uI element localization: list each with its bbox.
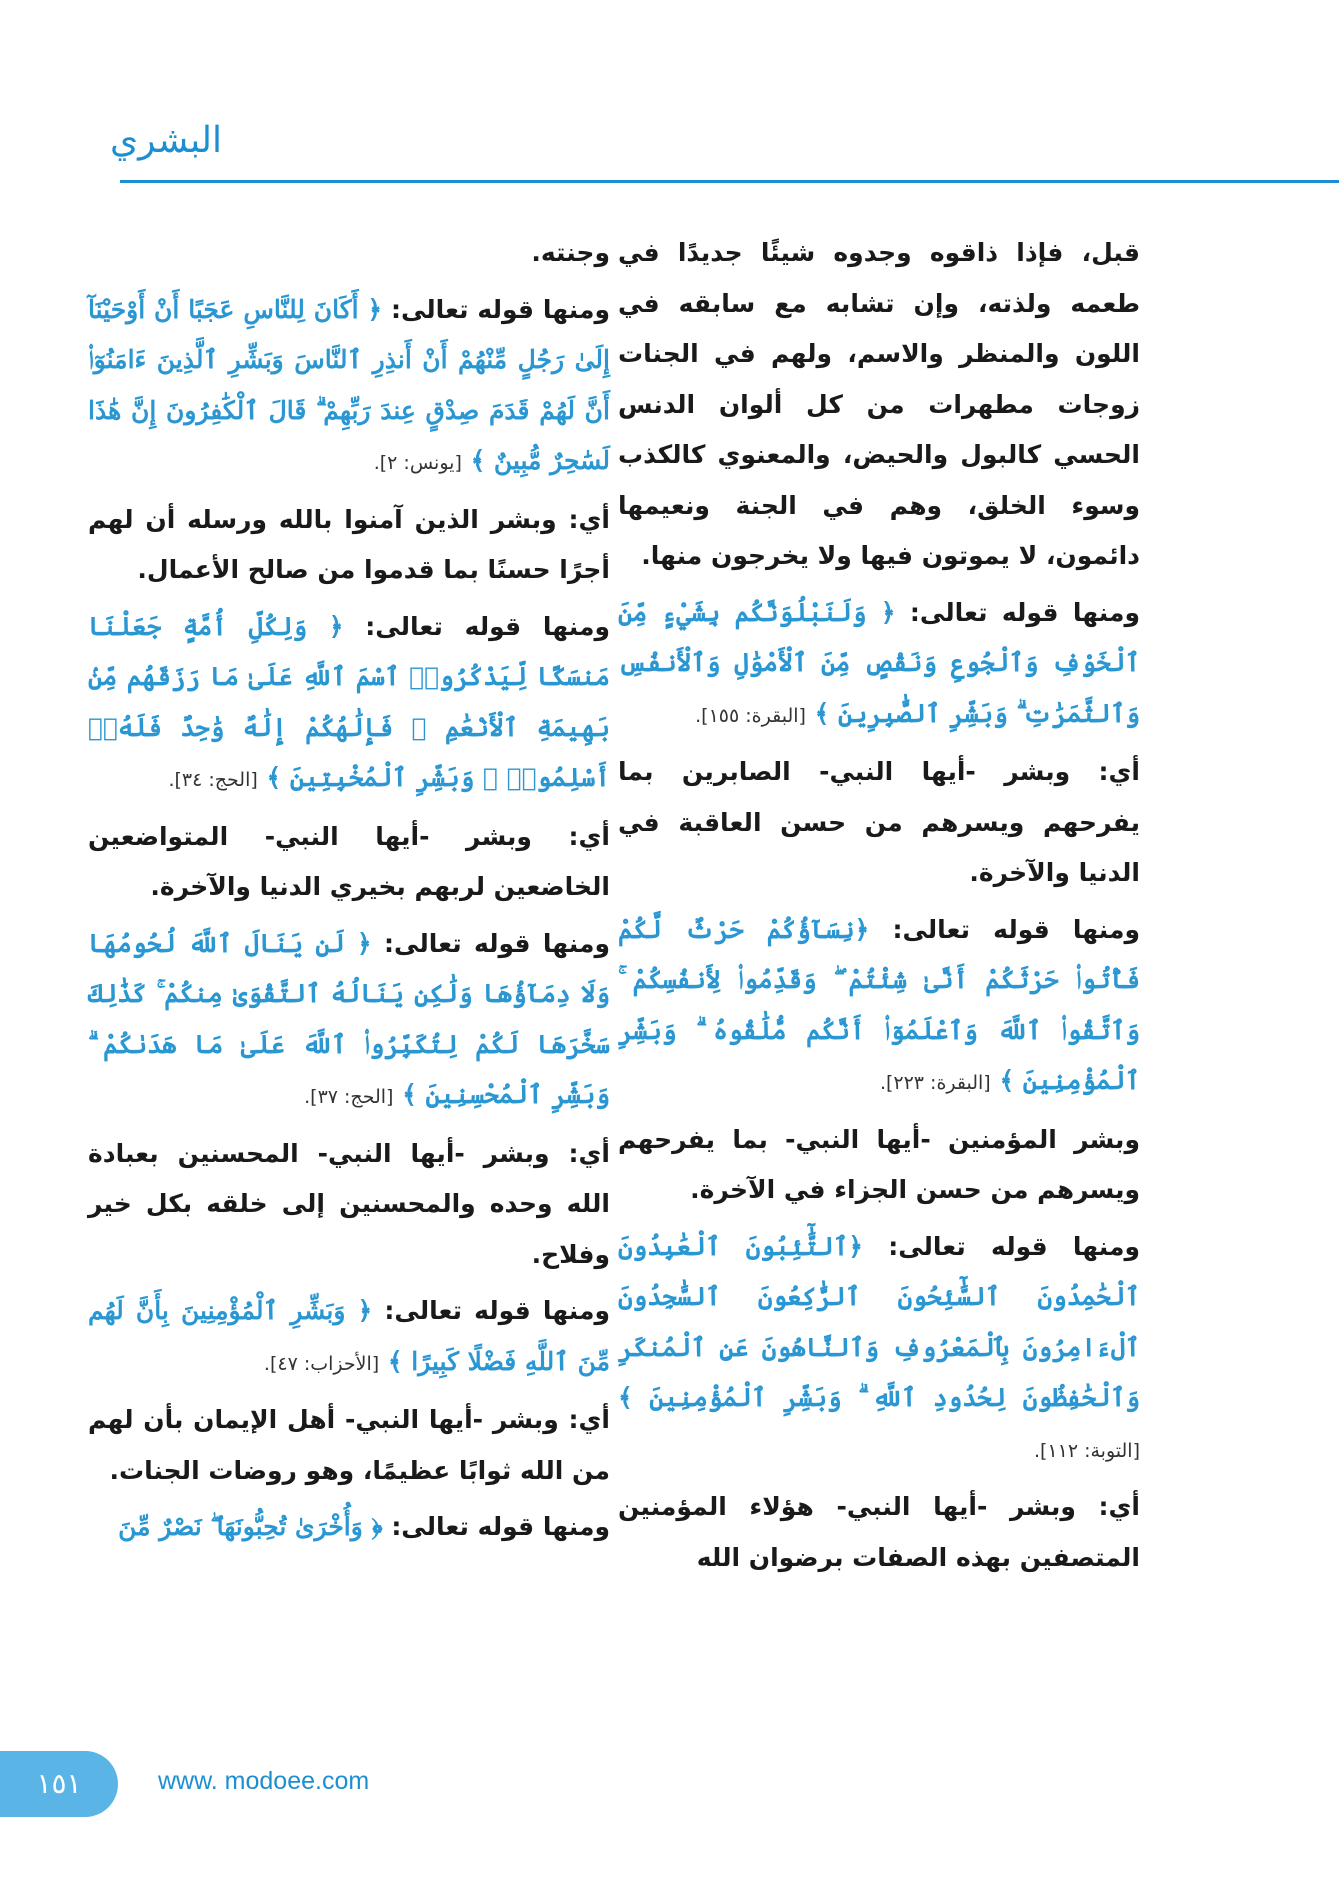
paragraph-text: أي: وبشر -أيها النبي- أهل الإيمان بأن لهم من الله ثوابًا عظيمًا، وهو روضات الجنات. [88, 1405, 610, 1485]
page-number-badge: ١٥١ [0, 1751, 118, 1817]
paragraph-text: ومنها قوله تعالى: [862, 1231, 1140, 1261]
website-url[interactable]: www. modoee.com [158, 1767, 370, 1795]
paragraph-text: قبل، فإذا ذاقوه وجدوه شيئًا جديدًا في طعمه ولذته، وإن تشابه مع سابقه في اللون والمنظر والاسم، ولهم في الجنات زوجات مطهرات من كل ألوان الدنس الحسي كالبول والحيض، والمعنوي كالكذب وسوء الخلق، وهم في الجنة ونعيمها دائمون، لا يموتون فيها ولا يخرجون منها. [618, 238, 1140, 570]
paragraph [88, 1129, 610, 1281]
quran-verse: ﴿ وَلَنَبْلُوَنَّكُم بِشَيْءٍ مِّنَ ٱلْخَوْفِ وَٱلْجُوعِ وَنَقْصٍ مِّنَ ٱلْأَمْوَٰلِ وَٱلْأَنفُسِ وَٱلثَّمَرَٰتِ ۗ وَبَشِّرِ ٱلصَّٰبِرِينَ ﴾ [618, 597, 1140, 728]
paragraph [88, 1395, 610, 1496]
paragraph-text: وبشر المؤمنين -أيها النبي- بما يفرحهم ويسرهم من حسن الجزاء في الآخرة. [618, 1124, 1140, 1204]
paragraph [88, 1502, 610, 1553]
paragraph [618, 905, 1140, 1109]
verse-reference: [الحج: ٣٧]. [304, 1086, 394, 1108]
quran-verse: ﴿ وَلِكُلِّ أُمَّةٍ جَعَلْنَا مَنسَكًا لِّيَذْكُرُوا۟ ٱسْمَ ٱللَّهِ عَلَىٰ مَا رَزَقَهُم مِّنۢ بَهِيمَةِ ٱلْأَنْعَٰمِ ۗ فَإِلَٰهُكُمْ إِلَٰهٌ وَٰحِدٌ فَلَهُۥٓ أَسْلِمُوا۟ ۗ وَبَشِّرِ ٱلْمُخْبِتِينَ ﴾ [88, 611, 610, 792]
verse-reference: [التوبة: ١١٢]. [1033, 1439, 1140, 1462]
paragraph-text: ومنها قوله تعالى: [343, 611, 610, 641]
paragraph [618, 228, 1140, 582]
verse-reference: [البقرة: ٢٢٣]. [879, 1072, 991, 1094]
left-column [88, 228, 610, 1559]
verse-reference: [البقرة: ١٥٥]. [695, 704, 806, 727]
paragraph [618, 1482, 1140, 1583]
paragraph [88, 495, 610, 596]
verse-reference: [الأحزاب: ٤٧]. [263, 1352, 380, 1375]
paragraph [88, 285, 610, 489]
quran-verse: ﴿نِسَآؤُكُمْ حَرْثٌ لَّكُمْ فَأْتُوا۟ حَرْثَكُمْ أَنَّىٰ شِئْتُمْ ۖ وَقَدِّمُوا۟ لِأَنفُسِكُمْ ۚ وَٱتَّقُوا۟ ٱللَّهَ وَٱعْلَمُوٓا۟ أَنَّكُم مُّلَٰقُوهُ ۗ وَبَشِّرِ ٱلْمُؤْمِنِينَ ﴾ [618, 914, 1140, 1095]
header-divider [120, 180, 1339, 183]
quran-verse: ﴿ٱلتَّٰٓئِبُونَ ٱلْعَٰبِدُونَ ٱلْحَٰمِدُونَ ٱلسَّٰٓئِحُونَ ٱلرَّٰكِعُونَ ٱلسَّٰجِدُونَ ٱلْءَامِرُونَ بِٱلْمَعْرُوفِ وَٱلنَّاهُونَ عَنِ ٱلْمُنكَرِ وَٱلْحَٰفِظُونَ لِحُدُودِ ٱللَّهِ ۗ وَبَشِّرِ ٱلْمُؤْمِنِينَ ﴾ [618, 1231, 1140, 1412]
paragraph [618, 588, 1140, 742]
paragraph [618, 1222, 1140, 1477]
paragraph [88, 228, 610, 279]
paragraph [618, 1115, 1140, 1216]
quran-verse: ﴿ وَأُخْرَىٰ تُحِبُّونَهَا ۖ نَصْرٌ مِّنَ [118, 1512, 383, 1541]
paragraph-text: أي: وبشر الذين آمنوا بالله ورسله أن لهم أجرًا حسنًا بما قدموا من صالح الأعمال. [88, 504, 610, 584]
paragraph-text: ومنها قوله تعالى: [382, 294, 610, 324]
paragraph-text: أي: وبشر -أيها النبي- المتواضعين الخاضعين لربهم بخيري الدنيا والآخرة. [88, 821, 610, 901]
paragraph-text: وجنته. [531, 238, 610, 267]
paragraph-text: ومنها قوله تعالى: [382, 1512, 610, 1541]
paragraph [88, 812, 610, 913]
paragraph-text: ومنها قوله تعالى: [371, 928, 610, 958]
paragraph-text: ومنها قوله تعالى: [372, 1296, 610, 1325]
paragraph-text: ومنها قوله تعالى: [869, 914, 1140, 944]
page-header-title: البشري [110, 120, 222, 161]
paragraph-text: ومنها قوله تعالى: [895, 597, 1140, 627]
quran-verse: ﴿ وَبَشِّرِ ٱلْمُؤْمِنِينَ بِأَنَّ لَهُم مِّنَ ٱللَّهِ فَضْلًا كَبِيرًا ﴾ [88, 1296, 610, 1376]
paragraph [88, 1286, 610, 1389]
quran-verse: ﴿ لَن يَنَالَ ٱللَّهَ لُحُومُهَا وَلَا دِمَآؤُهَا وَلَٰكِن يَنَالُهُ ٱلتَّقْوَىٰ مِنكُمْ ۚ كَذَٰلِكَ سَخَّرَهَا لَكُمْ لِتُكَبِّرُوا۟ ٱللَّهَ عَلَىٰ مَا هَدَىٰكُمْ ۗ وَبَشِّرِ ٱلْمُحْسِنِينَ ﴾ [88, 928, 610, 1109]
paragraph [618, 747, 1140, 899]
right-column [618, 228, 1140, 1589]
paragraph [88, 919, 610, 1123]
quran-verse: ﴿ أَكَانَ لِلنَّاسِ عَجَبًا أَنْ أَوْحَيْنَآ إِلَىٰ رَجُلٍ مِّنْهُمْ أَنْ أَنذِرِ ٱلنَّاسَ وَبَشِّرِ ٱلَّذِينَ ءَامَنُوٓا۟ أَنَّ لَهُمْ قَدَمَ صِدْقٍ عِندَ رَبِّهِمْ ۗ قَالَ ٱلْكَٰفِرُونَ إِنَّ هَٰذَا لَسَٰحِرٌ مُّبِينٌ ﴾ [88, 294, 610, 475]
paragraph [88, 602, 610, 806]
paragraph-text: أي: وبشر -أيها النبي- الصابرين بما يفرحهم ويسرهم من حسن العاقبة في الدنيا والآخرة. [618, 757, 1140, 887]
verse-reference: [الحج: ٣٤]. [168, 769, 258, 791]
paragraph-text: أي: وبشر -أيها النبي- هؤلاء المؤمنين المتصفين بهذه الصفات برضوان الله [618, 1492, 1140, 1572]
paragraph-text: أي: وبشر -أيها النبي- المحسنين بعبادة الله وحده والمحسنين إلى خلقه بكل خير وفلاح. [88, 1138, 610, 1269]
verse-reference: [يونس: ٢]. [373, 452, 462, 474]
